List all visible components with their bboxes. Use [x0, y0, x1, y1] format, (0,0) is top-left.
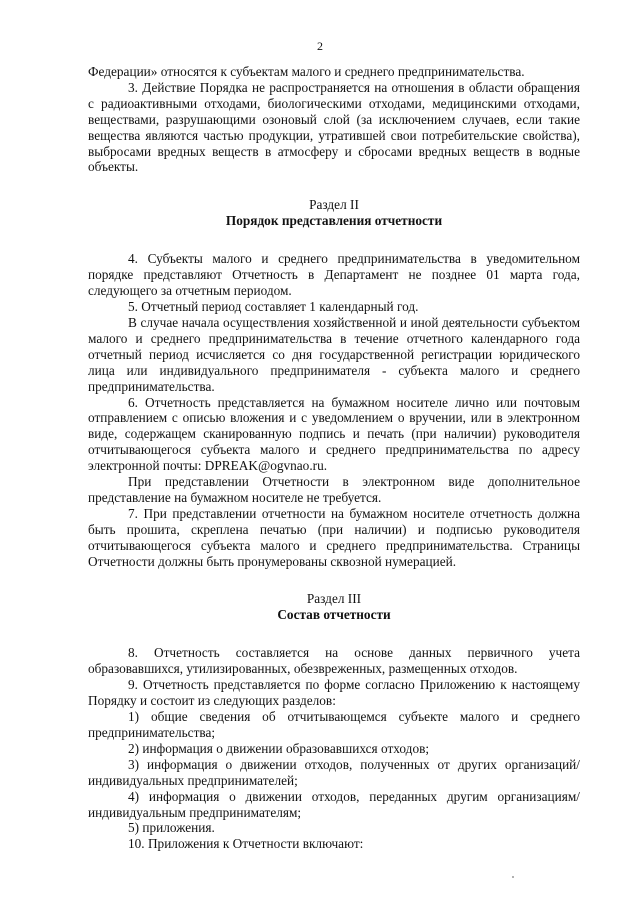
paragraph-3: 3. Действие Порядка не распространяется на отношения в области обращения с радиоактивными отходами, биологическими отходами, медицинскими отходами, веществами, разрушающими озоновый слой (за исключением случаев, если такие вещества являются частью продукции, утратившей свои потребительские свойства), выбросами вредных веществ в атмосферу и сбросами вредных веществ в водные объекты. — [88, 79, 580, 175]
list-item-9-3: 3) информация о движении отходов, полученных от других организаций/индивидуальных предпринимателей; — [88, 756, 580, 788]
paragraph-intro-continuation: Федерации» относятся к субъектам малого и среднего предпринимательства. — [88, 64, 525, 79]
section-3-label: Раздел III — [306, 591, 362, 607]
section-2-heading — [88, 197, 580, 229]
paragraph-7: 7. При представлении отчетности на бумажном носителе отчетность должна быть прошита, скреплена печатью (при наличии) и подписью руководителя отчитывающегося субъекта малого и среднего предпринимательства. Страницы Отчетности должны быть пронумерованы сквозной нумерацией. — [88, 505, 580, 569]
list-item-9-5: 5) приложения. — [128, 820, 215, 836]
paragraph-5: 5. Отчетный период составляет 1 календарный год. — [128, 299, 419, 315]
document-body — [88, 64, 580, 852]
paragraph-8: 8. Отчетность составляется на основе данных первичного учета образовавшихся, утилизированных, обезвреженных, размещенных отходов. — [88, 645, 580, 677]
paragraph-5-continuation: В случае начала осуществления хозяйственной и иной деятельности субъектом малого и среднего предпринимательства в течение отчетного календарного года отчетный период исчисляется со дня государственной регистрации юридического лица или индивидуального предпринимателя - субъекта малого и среднего предпринимательства. — [88, 314, 580, 394]
section-3-heading — [88, 591, 580, 623]
list-item-9-4: 4) информация о движении отходов, переданных другим организациям/индивидуальным предпринимателям; — [88, 788, 580, 820]
scan-speck — [512, 876, 514, 878]
list-item-9-2: 2) информация о движении образовавшихся отходов; — [128, 740, 430, 756]
section-3-title: Состав отчетности — [277, 607, 391, 623]
paragraph-10: 10. Приложения к Отчетности включают: — [128, 836, 364, 852]
list-item-9-1: 1) общие сведения об отчитывающемся субъекте малого и среднего предпринимательства; — [88, 709, 580, 740]
paragraph-4: 4. Субъекты малого и среднего предпринимательства в уведомительном порядке представляют Отчетность в Департамент не позднее 01 марта года, следующего за отчетным периодом. — [88, 251, 580, 299]
section-2-title: Порядок представления отчетности — [225, 213, 443, 229]
page-number: 2 — [317, 39, 323, 53]
section-2-label: Раздел II — [309, 197, 359, 213]
paragraph-6: 6. Отчетность представляется на бумажном носителе лично или почтовым отправлением с описью вложения и с уведомлением о вручении, или в электронном виде, содержащем сканированную подпись и печать (при наличии) руководителя отчитывающегося субъекта малого и среднего предпринимательства по адресу электронной почты: DPREAK@ogvnao.ru. — [88, 394, 580, 474]
paragraph-9: 9. Отчетность представляется по форме согласно Приложению к настоящему Порядку и состоит из следующих разделов: — [88, 677, 580, 709]
paragraph-6-continuation: При представлении Отчетности в электронном виде дополнительное представление на бумажном носителе не требуется. — [88, 474, 580, 505]
